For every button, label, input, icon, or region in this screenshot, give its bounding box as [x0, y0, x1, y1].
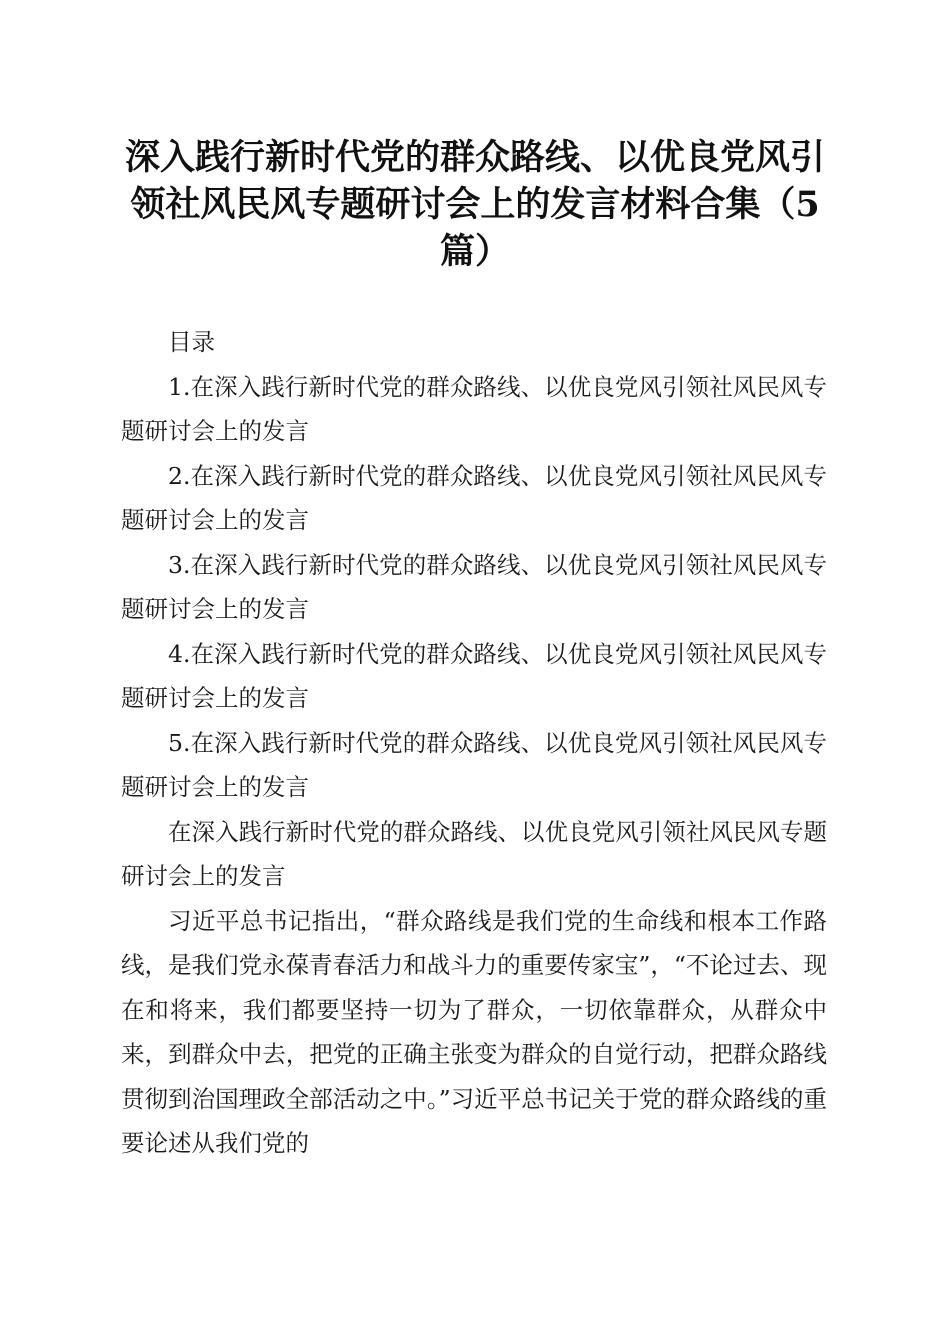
toc-item-2: 2.在深入践行新时代党的群众路线、以优良党风引领社风民风专题研讨会上的发言 — [121, 461, 827, 534]
toc-heading: 目录 — [168, 328, 215, 356]
toc-item-1: 1.在深入践行新时代党的群众路线、以优良党风引领社风民风专题研讨会上的发言 — [121, 372, 827, 445]
body-paragraph: 习近平总书记指出，“群众路线是我们党的生命线和根本工作路线，是我们党永葆青春活力和战斗力的重要传家宝”，“不论过去、现在和将来，我们都要坚持一切为了群众，一切依靠群众，从群众中来，到群众中去，把党的正确主张变为群众的自觉行动，把群众路线贯彻到治国理政全部活动之中。”习近平总书记关于党的群众路线的重要论述从我们党的 — [121, 906, 827, 1157]
document-body — [121, 320, 827, 1166]
toc-item-4: 4.在深入践行新时代党的群众路线、以优良党风引领社风民风专题研讨会上的发言 — [121, 639, 827, 712]
toc-item-5: 5.在深入践行新时代党的群众路线、以优良党风引领社风民风专题研讨会上的发言 — [121, 728, 827, 801]
toc-item-3: 3.在深入践行新时代党的群众路线、以优良党风引领社风民风专题研讨会上的发言 — [121, 550, 827, 623]
document-title: 深入践行新时代党的群众路线、以优良党风引领社风民风专题研讨会上的发言材料合集（5篇） — [124, 137, 825, 272]
section-title: 在深入践行新时代党的群众路线、以优良党风引领社风民风专题研讨会上的发言 — [121, 817, 827, 890]
